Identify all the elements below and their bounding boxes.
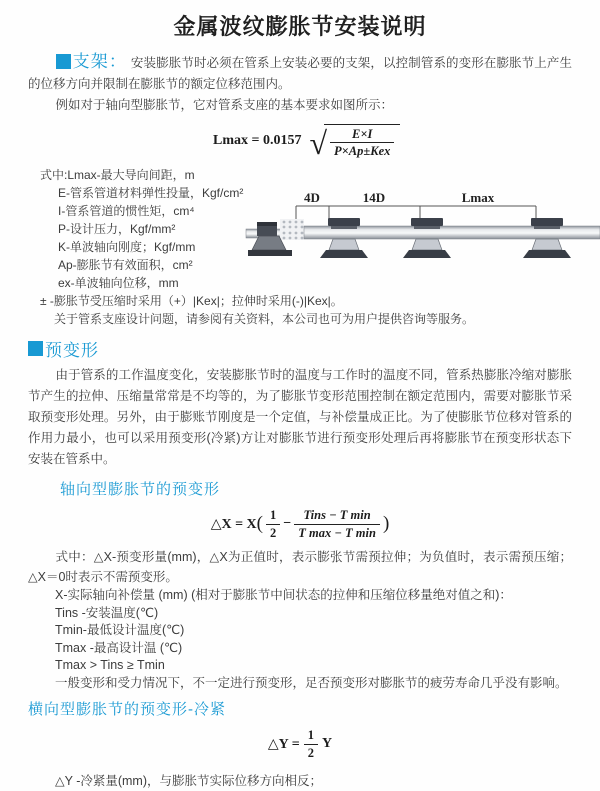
support-example-line: 例如对于轴向型膨胀节，它对管系支座的基本要求如图所示： [55, 98, 394, 112]
predeform-body: 由于管系的工作温度变化，安装膨胀节时的温度与工作时的温度不同，管系热膨胀冷缩对膨胀节产生的拉伸、压缩量常常是不均等的，为了膨胀节变形范围控制在额定范围内，需要对膨胀节采取预变形处理。另外，由于膨账节刚度是一个定值，与补偿量成正比。为了使膨胀节位移对管系的作用力最小，也可以采用预变形(冷紧)方让对膨胀节进行预变形处理后再将膨胀节在预变形状态下安装在管系中。 [28, 368, 572, 466]
axial-item: Tmax -最高设计温 (℃) [55, 640, 183, 655]
open-paren: ( [256, 513, 263, 534]
lateral-subsection-heading: 横向型膨胀节的预变形-冷紧 [28, 701, 226, 718]
lmax-fraction-numerator: E×I [330, 127, 394, 143]
definition-item: ± -膨胀节受压缩时采用（+）|Kex|；拉伸时采用(-)|Kex|。 [40, 294, 343, 308]
predeform-section-heading-row [28, 336, 572, 361]
lateral-note: △Y -冷紧量(mm)，与膨胀节实际位移方向相反； [55, 774, 323, 788]
sqrt-radical [309, 123, 400, 159]
support-section-heading: 支架： [72, 52, 127, 71]
axial-items-list [28, 587, 572, 692]
lmax-formula-lhs: Lmax = 0.0157 [213, 133, 302, 148]
definition-item: E-管系管道材料弹性投量，Kgf/cm² [58, 186, 244, 200]
definition-item: K-单波轴向刚度；Kgf/mm [58, 240, 196, 254]
temp-fraction-denominator: T max − T min [298, 525, 376, 540]
axial-item: Tmin-最低设计温度(℃) [55, 623, 185, 637]
axial-item: 一般变形和受力情况下，不一定进行预变形，足否预变形对膨胀节的疲劳寿命几乎没有影响。 [55, 675, 568, 690]
definition-item: ex-单波轴向位移，mm [58, 276, 179, 290]
lmax-fraction-denominator: P×Ap±Kex [334, 144, 391, 158]
definition-item: I-管系管道的惯性矩，cm⁴ [58, 204, 195, 218]
minus-operator: − [283, 516, 292, 531]
axial-item: Tmax > Tins ≥ Tmin [55, 658, 165, 672]
axial-half-fraction [266, 508, 280, 540]
definition-item: Ap-膨胀节有效面积，cm² [58, 258, 193, 272]
axial-item: X-实际轴向补偿量 (mm) (相对于膨胀节中间状态的拉伸和压缩位移量绝对值之和)： [55, 588, 512, 602]
lateral-half-fraction [304, 728, 318, 760]
support-intro-paragraph [28, 51, 572, 95]
definition-item: P-设计压力，Kgf/mm² [58, 222, 176, 236]
page-title: 金属波纹膨胀节安装说明 [173, 14, 427, 39]
lmax-formula-fraction [330, 127, 394, 159]
dim-label-lmax: Lmax [461, 190, 495, 205]
definitions-and-diagram-zone [28, 166, 572, 330]
section-square-icon [28, 341, 43, 356]
axial-subsection-heading: 轴向型膨胀节的预变形 [60, 481, 221, 498]
temp-fraction-numerator: Tins − T min [294, 508, 380, 524]
dim-label-4d: 4D [304, 190, 320, 205]
axial-explain: 式中：△X-预变形量(mm)，△X为正值时，表示膨张节需预拉伸；为负值时，表示需预压缩；△X＝0时表示不需预变形。 [28, 550, 572, 584]
dim-label-14d: 14D [362, 190, 386, 205]
lateral-formula-rhs: Y [321, 736, 333, 751]
predeform-section-heading: 预变形 [45, 341, 99, 360]
pipe-diagram-svg [244, 190, 600, 292]
lmax-formula [28, 120, 572, 162]
support-intro-text: 安装膨胀节时必须在管系上安装必要的支架，以控制管系的变形在膨胀节上产生的位移方向并限制在膨胀节的额定位移范围内。 [28, 56, 572, 91]
lateral-denominator: 2 [307, 745, 314, 760]
lateral-formula [28, 723, 572, 765]
axial-temp-fraction [294, 508, 380, 540]
axial-formula-lhs: △X = X [210, 516, 257, 532]
pipe-support-diagram [244, 190, 600, 292]
sqrt-sign-glyph: √ [309, 125, 328, 161]
definition-item: 关于管系支座设计问题，请参阅有关资料，本公司也可为用户提供咨询等服务。 [54, 312, 475, 326]
axial-item: Tins -安装温度(℃) [55, 605, 159, 620]
lateral-numerator: 1 [304, 728, 318, 744]
close-paren: ) [382, 513, 390, 534]
axial-formula [28, 503, 572, 545]
half-denominator: 2 [270, 525, 277, 540]
lateral-formula-lhs: △Y = [267, 736, 300, 752]
half-numerator: 1 [266, 508, 280, 524]
section-square-icon [56, 54, 71, 69]
definition-item: 式中:Lmax-最大导向间距，m [40, 168, 195, 182]
